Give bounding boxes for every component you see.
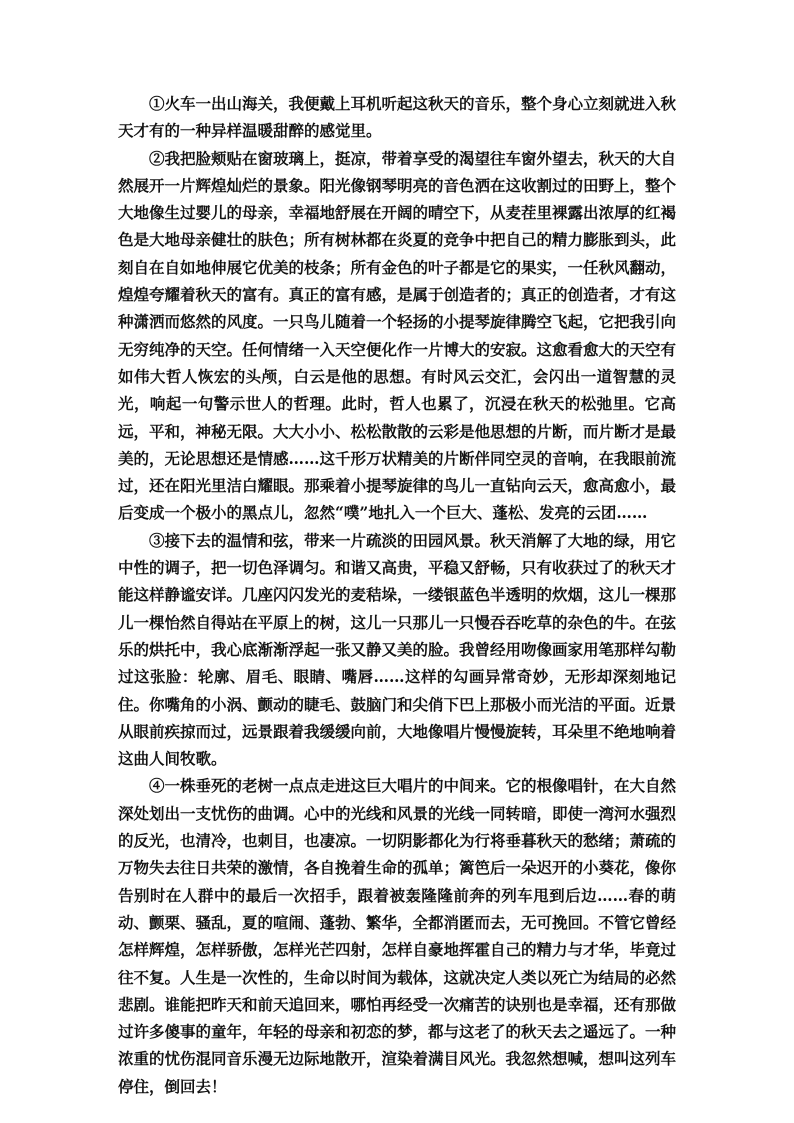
paragraph-2: ②我把脸颊贴在窗玻璃上，挺凉，带着享受的渴望往车窗外望去，秋天的大自然展开一片辉煌灿烂的景象。阳光像钢琴明亮的音色洒在这收割过的田野上，整个大地像生过婴儿的母亲，幸福地舒展在开阔的晴空下，从麦茬里裸露出浓厚的红褐色是大地母亲健壮的肤色；所有树林都在炎夏的竞争中把自己的精力膨胀到头，此刻自在自如地伸展它优美的枝条；所有金色的叶子都是它的果实，一任秋风翻动，煌煌夸耀着秋天的富有。真正的富有感，是属于创造者的；真正的创造者，才有这种潇洒而悠然的风度。一只鸟儿随着一个轻扬的小提琴旋律腾空飞起，它把我引向无穷纯净的天空。任何情绪一入天空便化作一片博大的安寂。这愈看愈大的天空有如伟大哲人恢宏的头颅，白云是他的思想。有时风云交汇，会闪出一道智慧的灵光，响起一句警示世人的哲理。此时，哲人也累了，沉浸在秋天的松弛里。它高远，平和，神秘无限。大大小小、松松散散的云彩是他思想的片断，而片断才是最美的，无论思想还是情感……这千形万状精美的片断伴同空灵的音响，在我眼前流过，还在阳光里洁白耀眼。那乘着小提琴旋律的鸟儿一直钻向云天，愈高愈小，最后变成一个极小的黑点儿，忽然“噗”地扎入一个巨大、蓬松、发亮的云团…… [118, 148, 677, 523]
article-body [118, 90, 676, 1100]
paragraph-1: ①火车一出山海关，我便戴上耳机听起这秋天的音乐，整个身心立刻就进入秋天才有的一种异样温暖甜醉的感觉里。 [118, 94, 677, 141]
paragraph-4: ④一株垂死的老树一点点走进这巨大唱片的中间来。它的根像唱针，在大自然深处划出一支忧伤的曲调。心中的光线和风景的光线一同转暗，即使一湾河水强烈的反光，也清冷，也刺目，也凄凉。一切阴影都化为行将垂暮秋天的愁绪；萧疏的万物失去往日共荣的激情，各自挽着生命的孤单；篱笆后一朵迟开的小葵花，像你告别时在人群中的最后一次招手，跟着被轰隆隆前奔的列车甩到后边……春的萌动、颤栗、骚乱，夏的喧闹、蓬勃、繁华，全都消匿而去，无可挽回。不管它曾经怎样辉煌，怎样骄傲，怎样光芒四射，怎样自豪地挥霍自己的精力与才华，毕竟过往不复。人生是一次性的，生命以时间为载体，这就决定人类以死亡为结局的必然悲剧。谁能把昨天和前天追回来，哪怕再经受一次痛苦的诀别也是幸福，还有那做过许多傻事的童年，年轻的母亲和初恋的梦，都与这老了的秋天去之遥远了。一种浓重的忧伤混同音乐漫无边际地散开，渲染着满目风光。我忽然想喊，想叫这列车停住，倒回去！ [118, 776, 677, 1096]
paragraph-3: ③接下去的温情和弦，带来一片疏淡的田园风景。秋天消解了大地的绿，用它中性的调子，把一切色泽调匀。和谐又高贵，平稳又舒畅，只有收获过了的秋天才能这样静谧安详。几座闪闪发光的麦秸垛，一缕银蓝色半透明的炊烟，这儿一棵那儿一棵怡然自得站在平原上的树，这儿一只那儿一只慢吞吞吃草的杂色的牛。在弦乐的烘托中，我心底渐渐浮起一张又静又美的脸。我曾经用吻像画家用笔那样勾勒过这张脸：轮廓、眉毛、眼睛、嘴唇……这样的勾画异常奇妙，无形却深刻地记住。你嘴角的小涡、颤动的睫毛、鼓脑门和尖俏下巴上那极小而光洁的平面。近景从眼前疾掠而过，远景跟着我缓缓向前，大地像唱片慢慢旋转，耳朵里不绝地响着这曲人间牧歌。 [118, 530, 677, 769]
